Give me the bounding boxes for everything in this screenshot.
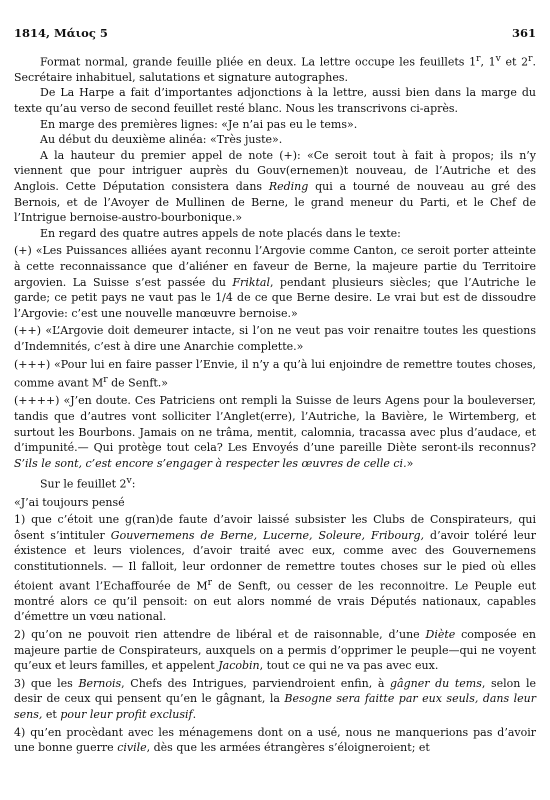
text-run: , Chefs des Intrigues, parviendroient enfin, à bbox=[121, 676, 390, 690]
page-header bbox=[14, 26, 536, 42]
quote-opening bbox=[14, 495, 536, 511]
superscript: r bbox=[528, 52, 533, 64]
text-run: «J’ai toujours pensé bbox=[14, 495, 125, 509]
text-run: . bbox=[192, 707, 197, 721]
marginal-note-intro bbox=[14, 132, 536, 148]
text-run: , selon le desir de ceux qui pensent qu’en le gâgnant, la bbox=[14, 676, 536, 706]
text-run: de Senft.» bbox=[107, 376, 169, 390]
note-item bbox=[14, 323, 536, 354]
text-run: En regard des quatre autres appels de note placés dans le texte: bbox=[40, 226, 401, 240]
italic-text: Jacobin bbox=[218, 659, 260, 673]
text-run: De La Harpe a fait d’importantes adjonctions à la lettre, aussi bien dans la marge du texte qu’au verso de second feuillet resté blanc. Nous les transcrivons ci-après. bbox=[14, 86, 536, 116]
text-run: (+) «Les Puissances alliées ayant reconnu l’Argovie comme Canton, ce seroit porter atteinte à cette reconnaissance que d’aliéner en faveur de Berne, la majeure partie du Territoire argovien. La Suisse s’est passée du bbox=[14, 244, 536, 289]
text-run: , 1 bbox=[480, 55, 496, 69]
italic-text: Besogne sera faitte par eux seuls, dans leur sens, bbox=[14, 692, 536, 721]
text-run: 2) qu’on ne pouvoit rien attendre de libéral et de raisonnable, d’une bbox=[14, 628, 426, 641]
description-paragraph bbox=[14, 85, 536, 116]
italic-text: Reding bbox=[268, 180, 309, 193]
numbered-item bbox=[14, 676, 536, 723]
text-run: 4) qu’en procèdant avec les ménagemens dont on a usé, nous ne manquerions pas d’avoir une bonne guerre bbox=[14, 725, 536, 755]
text-run: . Secrétaire inhabituel, salutations et signature autographes. bbox=[14, 55, 537, 84]
text-run: 1) que c’étoit une g(ran)de faute d’avoir laissé subsister les Clubs de Conspirateurs, qui ôsent s’intituler bbox=[14, 513, 536, 542]
note-item bbox=[14, 357, 536, 392]
numbered-item bbox=[14, 725, 536, 756]
text-run: d’avoir toléré leur éxistence et leurs violences, d’avoir traité avec eux, comme avec des Gouvernemens constitutionnels. — Il falloit, leur ordonner de remettre toutes choses sur le pied où elles étoient avant l’Echaffourée de M bbox=[14, 528, 536, 593]
running-head: 1814, Μάιος 5 bbox=[14, 26, 108, 40]
text-run: (++) «L’Argovie doit demeurer intacte, si l’on ne veut pas voir renaitre toutes les questions d’Indemnités, c’est à dire une Anarchie complette.» bbox=[14, 324, 536, 353]
superscript: r bbox=[103, 374, 108, 386]
text-run: Sur le feuillet 2 bbox=[40, 478, 127, 491]
italic-text: S’ils le sont, c’est encore s’engager à respecter les œuvres de celle ci. bbox=[14, 456, 407, 470]
text-run: 3) que les bbox=[14, 676, 79, 690]
note-item bbox=[14, 393, 536, 471]
marginal-note-paragraph bbox=[14, 148, 536, 226]
text-run: » bbox=[406, 456, 414, 470]
text-run: A la hauteur du premier appel de note (+): «Ce seroit tout à fait à propos; ils n’y viennent que pour intriguer auprès du Gouv(ernemen)t nouveau, de l’Autriche et des Anglois. Cette Députation consistera dans bbox=[14, 148, 536, 193]
numbered-item bbox=[14, 627, 536, 674]
superscript: r bbox=[207, 576, 213, 588]
description-paragraph bbox=[14, 51, 536, 86]
text-run: (+++) «Pour lui en faire passer l’Envie, il n’y a qu’à lui enjoindre de remettre toutes choses, comme avant M bbox=[14, 357, 536, 390]
text-run: (++++) «J’en doute. Ces Patriciens ont rempli la Suisse de leurs Agens pour la bouleverser, tandis que d’autres vont solliciter l’Anglet(erre), l’Autriche, la Bavière, le Wirtemberg, et surtout les Bourbons. Jamais on ne trâma, mentit, calomnia, tracassa avec plus d’audace, et d’impunité.— Qui protège tout cela? Les Envoyés d’une pareille Diète seront-ils reconnus? bbox=[14, 394, 536, 455]
text-run: de Senft, ou cesser de les reconnoitre. Le Peuple eut montré alors ce qu’il pensoit: on eut alors nommé de vrais Députés nationaux, capables d’émettre un vœu national. bbox=[14, 579, 536, 624]
italic-text: Diète bbox=[425, 628, 456, 641]
page-number: 361 bbox=[511, 26, 536, 40]
text-run: Format normal, grande feuille pliée en deux. La lettre occupe les feuillets 1 bbox=[40, 55, 477, 69]
section-intro bbox=[14, 226, 536, 242]
section-intro bbox=[14, 473, 536, 492]
superscript: v bbox=[126, 475, 132, 487]
text-run: En marge des premières lignes: «Je n’ai pas eu le tems». bbox=[40, 117, 358, 131]
italic-text: Friktal bbox=[232, 275, 270, 289]
text-run: , dès que les armées étrangères s’éloigneroient; et bbox=[146, 741, 430, 755]
superscript: v bbox=[495, 52, 501, 64]
text-run: composée en majeure partie de Conspirateurs, auxquels on a permis d’opprimer le peuple—qui ne voyent qu’eux et leurs familles, et appelent bbox=[14, 628, 537, 673]
numbered-item bbox=[14, 512, 536, 625]
text-run: : bbox=[131, 478, 136, 491]
text-run: et 2 bbox=[500, 55, 529, 69]
italic-text: civile bbox=[117, 741, 147, 755]
note-item bbox=[14, 243, 536, 321]
text-run: et bbox=[42, 707, 61, 721]
marginal-note-intro bbox=[14, 117, 536, 133]
text-run: Au début du deuxième alinéa: «Très juste». bbox=[40, 133, 283, 147]
superscript: r bbox=[476, 52, 481, 64]
text-run: , pendant plusieurs siècles; que l’Autriche le garde; ce petit pays ne vaut pas le 1/4 de ce que Berne desire. Le vrai but est de dissoudre l’Argovie: c’est une nouvelle manœuvre bernoise.» bbox=[14, 275, 536, 320]
italic-text: Gouvernemens de Berne, Lucerne, Soleure, Fribourg, bbox=[110, 528, 425, 542]
text-run: qui a tourné de nouveau au gré des Bernois, et de l’Avoyer de Mullinen de Berne, le grand meneur du Parti, et le Chef de l’Intrigue bernoise-austro-bourbonique.» bbox=[14, 180, 536, 225]
italic-text: pour leur profit exclusif bbox=[60, 707, 193, 721]
italic-text: Bernois bbox=[78, 676, 122, 690]
italic-text: gâgner du tems bbox=[390, 676, 482, 690]
text-run: , tout ce qui ne va pas avec eux. bbox=[259, 659, 439, 673]
